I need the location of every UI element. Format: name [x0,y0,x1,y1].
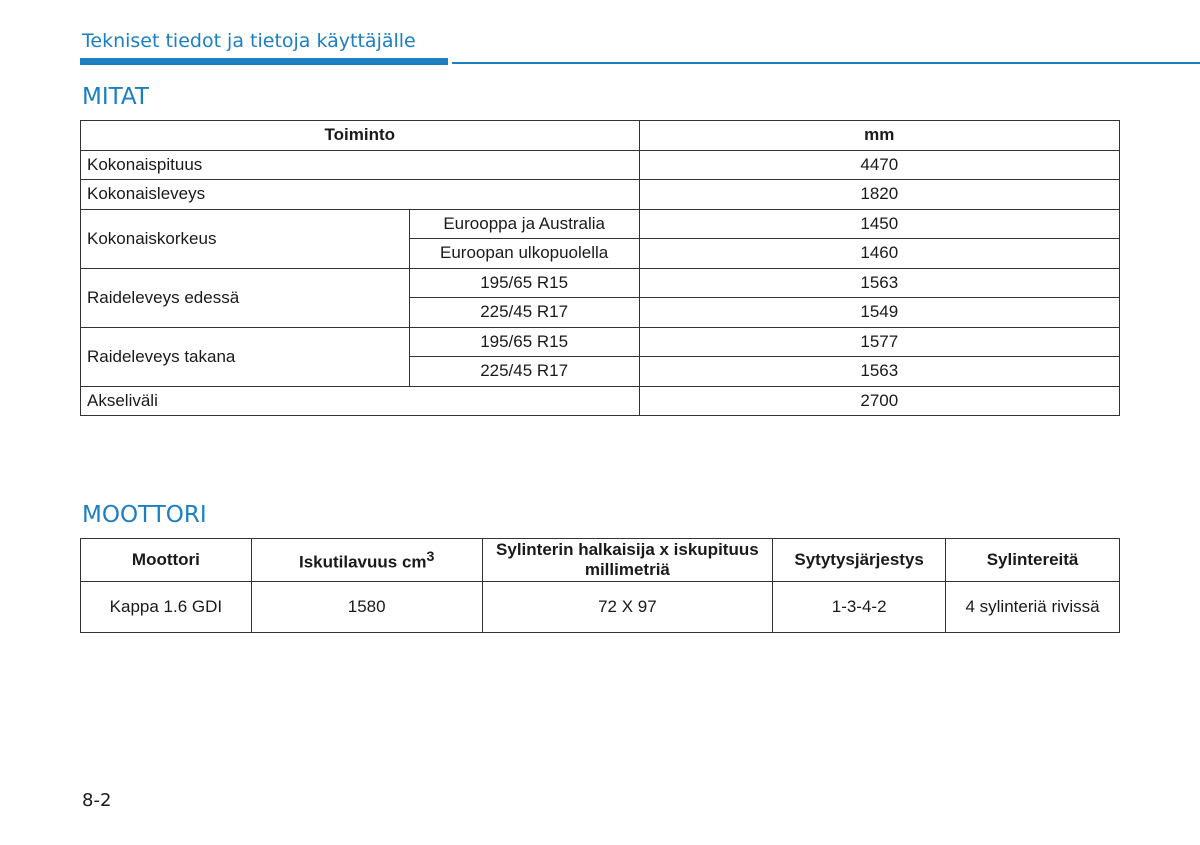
row-value-overall-width: 1820 [639,180,1119,210]
column-header-function: Toiminto [81,121,640,151]
row-label-overall-length: Kokonaispituus [81,150,640,180]
displacement-header-sup: 3 [426,549,435,566]
row-value-front-track-r17: 1549 [639,298,1119,328]
dimensions-table [80,120,1120,416]
row-value-height-outside-europe: 1460 [639,239,1119,269]
cell-cylinders: 4 sylinteriä rivissä [946,582,1120,633]
row-sub-height-europe: Eurooppa ja Australia [409,209,639,239]
cell-engine: Kappa 1.6 GDI [81,582,252,633]
column-header-cylinders: Sylintereitä [946,539,1120,582]
cell-firing-order: 1-3-4-2 [773,582,946,633]
table-row [81,327,1120,357]
row-sub-rear-track-r15: 195/65 R15 [409,327,639,357]
column-header-bore-stroke: Sylinterin halkaisija x iskupituus millimetriä [482,539,773,582]
row-sub-front-track-r17: 225/45 R17 [409,298,639,328]
table-row [81,209,1120,239]
row-label-overall-height: Kokonaiskorkeus [81,209,410,268]
cell-bore-stroke: 72 X 97 [482,582,773,633]
cell-displacement: 1580 [251,582,482,633]
row-label-wheelbase: Akseliväli [81,386,640,416]
row-value-overall-length: 4470 [639,150,1119,180]
column-header-mm: mm [639,121,1119,151]
row-label-rear-track: Raideleveys takana [81,327,410,386]
table-row [81,386,1120,416]
chapter-title: Tekniset tiedot ja tietoja käyttäjälle [82,30,416,52]
column-header-displacement [251,539,482,582]
engine-section-title: MOOTTORI [82,502,207,528]
dimensions-section-title: MITAT [82,84,149,110]
row-sub-rear-track-r17: 225/45 R17 [409,357,639,387]
engine-table [80,538,1120,633]
table-row [81,150,1120,180]
row-sub-front-track-r15: 195/65 R15 [409,268,639,298]
displacement-header-text: Iskutilavuus cm [298,552,427,572]
header-rule-thick [80,58,448,65]
row-value-rear-track-r17: 1563 [639,357,1119,387]
column-header-engine: Moottori [81,539,252,582]
table-header-row [81,121,1120,151]
row-label-front-track: Raideleveys edessä [81,268,410,327]
table-row [81,180,1120,210]
row-sub-height-outside-europe: Euroopan ulkopuolella [409,239,639,269]
page-number: 8-2 [82,790,112,811]
row-label-overall-width: Kokonaisleveys [81,180,640,210]
row-value-front-track-r15: 1563 [639,268,1119,298]
row-value-rear-track-r15: 1577 [639,327,1119,357]
table-row [81,582,1120,633]
row-value-wheelbase: 2700 [639,386,1119,416]
column-header-firing-order: Sytytysjärjestys [773,539,946,582]
row-value-height-europe: 1450 [639,209,1119,239]
table-header-row [81,539,1120,582]
header-rule-thin [452,62,1200,64]
table-row [81,268,1120,298]
